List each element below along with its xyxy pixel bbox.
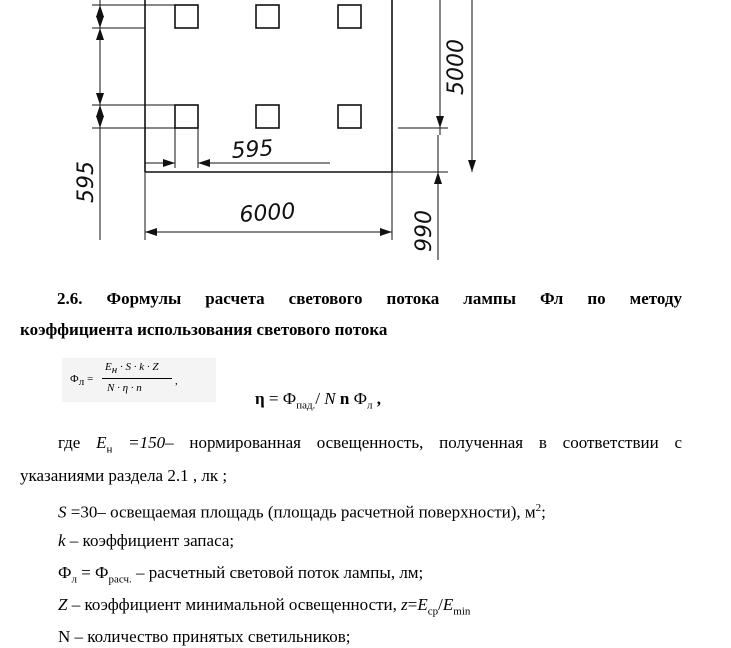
definition-z: Z – коэффициент минимальной освещенности, $z=E_{ср}/E_{min}$ [58,595,471,618]
dimension-label-height: 5000 [444,39,469,95]
section-heading-line1: 2.6. Формулы расчета светового потока лампы Фл по методу [57,289,682,308]
dimension-label-width: 6000 [238,199,297,228]
definition-en-line2: указаниями раздела 2.1 , лк ; [20,466,228,485]
definition-n: N – количество принятых светильников; [58,627,351,646]
dimension-label-bottom-offset: 990 [412,210,437,252]
formula-comma: , [175,375,178,387]
definition-k: k – коэффициент запаса; [58,531,235,550]
definition-s: S =30– освещаемая площадь (площадь расчетной поверхности), $м^2$; [58,502,546,522]
definition-phi: $Ф_л = Ф_{расч.}$ – расчетный световой поток лампы, лм; [58,563,424,586]
dimension-label-left-offset: 595 [74,161,99,203]
lamp [338,105,361,128]
lamp [175,5,198,28]
lamp [175,105,198,128]
dimension-label-spacing: 595 [230,136,275,164]
section-heading-line2: коэффициента использования светового потока [20,320,388,339]
formula-numerator: $E_н \cdot S \cdot k \cdot Z$ [105,361,159,377]
lamp [256,5,279,28]
efficiency-formula: $\eta = Ф_{пад.}/$ N n $Ф_л$ , [255,389,382,412]
luminous-flux-formula [62,358,216,402]
room-layout-drawing [0,0,731,270]
lamp [338,5,361,28]
definition-en-line1: где $E_н =150-$ нормированная освещенность, полученная в соответствии с [58,433,683,456]
section-heading [20,283,682,345]
lamp [256,105,279,128]
formula-denominator: N · η · n [107,382,142,394]
formula-lhs: $Ф_л$ = [70,373,94,389]
formula-fraction-bar [102,378,172,379]
